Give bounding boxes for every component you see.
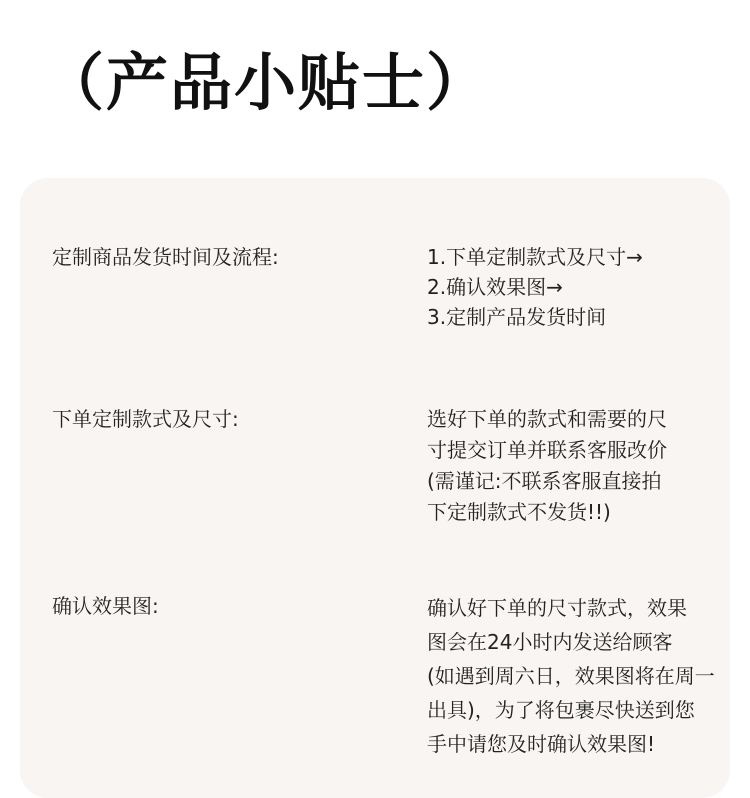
content-line: 寸提交订单并联系客服改价 xyxy=(427,438,667,462)
content-line: (如遇到周六日，效果图将在周一 xyxy=(427,664,715,688)
section-content-shipping xyxy=(427,242,643,332)
section-label-proof: 确认效果图: xyxy=(52,594,159,618)
section-label-shipping: 定制商品发货时间及流程: xyxy=(52,245,279,269)
section-content-proof xyxy=(427,591,715,761)
section-label-order: 下单定制款式及尺寸: xyxy=(52,407,239,431)
content-line: 出具)，为了将包裹尽快送到您 xyxy=(427,698,695,722)
content-line: 图会在24小时内发送给顾客 xyxy=(427,630,673,654)
page-title: （产品小贴士） xyxy=(42,46,491,119)
content-line: 3.定制产品发货时间 xyxy=(427,305,607,329)
content-line: 2.确认效果图→ xyxy=(427,275,563,299)
content-line: 手中请您及时确认效果图! xyxy=(427,732,656,756)
content-line: 选好下单的款式和需要的尺 xyxy=(427,407,667,431)
content-line: 确认好下单的尺寸款式，效果 xyxy=(427,596,687,620)
content-line: 1.下单定制款式及尺寸→ xyxy=(427,245,643,269)
content-line: (需谨记:不联系客服直接拍 xyxy=(427,469,662,493)
section-content-order xyxy=(427,404,667,528)
content-line: 下定制款式不发货!!) xyxy=(427,500,611,524)
